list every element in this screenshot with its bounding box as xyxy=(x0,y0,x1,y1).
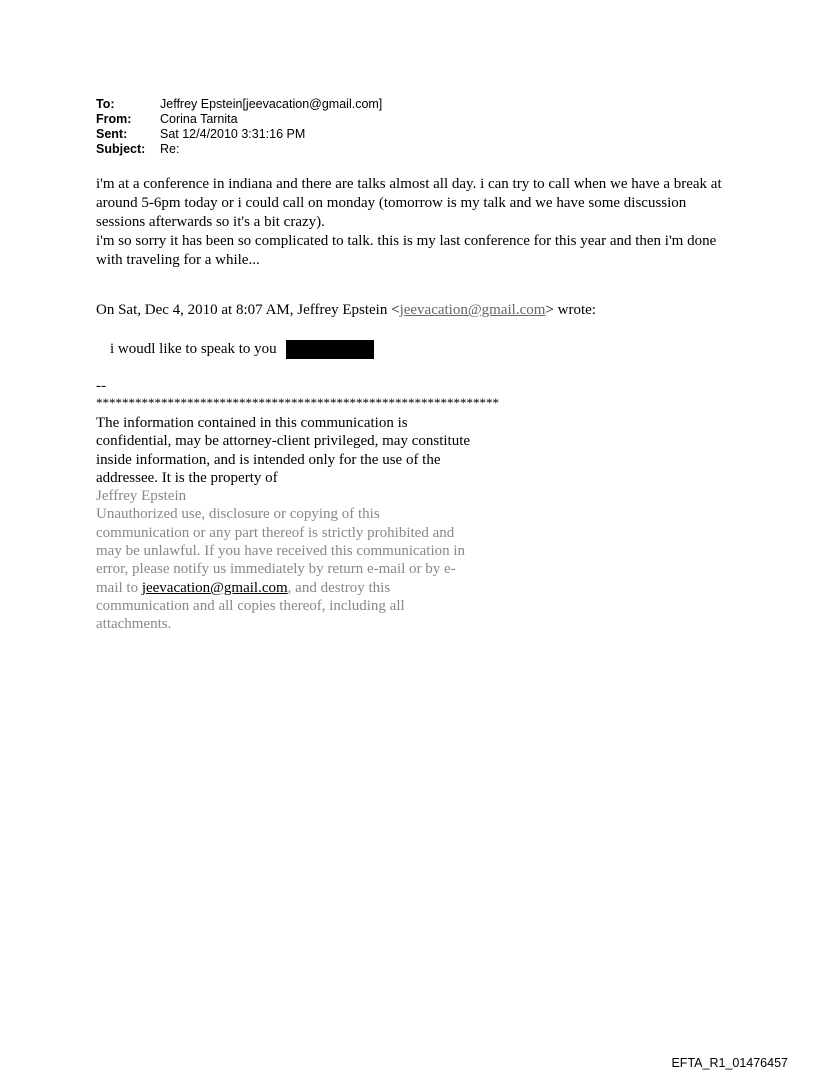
quote-intro-prefix: On Sat, Dec 4, 2010 at 8:07 AM, Jeffrey Epstein < xyxy=(96,302,400,318)
quoted-message xyxy=(110,340,374,359)
to-label: To: xyxy=(96,97,115,111)
disclaimer-email-link[interactable]: jeevacation@gmail.com xyxy=(141,579,288,596)
from-value: Corina Tarnita xyxy=(160,112,238,126)
quote-intro-suffix: > wrote: xyxy=(545,302,596,318)
body-paragraph-2: i'm so sorry it has been so complicated to talk. this is my last conference for this year and then i'm done with traveling for a while... xyxy=(96,233,717,268)
quoted-text: i woudl like to speak to you xyxy=(110,341,277,357)
disclaimer xyxy=(96,414,476,634)
sent-label: Sent: xyxy=(96,127,128,141)
to-value: Jeffrey Epstein[jeevacation@gmail.com] xyxy=(160,97,383,111)
email-body xyxy=(96,175,736,270)
subject-value: Re: xyxy=(160,142,180,156)
disclaimer-black-text: The information contained in this communication is confidential, may be attorney-client privileged, may constitute inside information, and is intended only for the use of the addressee. It is the property of xyxy=(96,415,471,486)
from-label: From: xyxy=(96,112,132,126)
quote-intro xyxy=(96,302,596,319)
to-row xyxy=(96,97,382,112)
signature-separator xyxy=(96,377,499,411)
disclaimer-gray-text-2: , and destroy this communication and all copies thereof, including all attachments. xyxy=(96,579,405,633)
signature-stars: ************************************************************** xyxy=(96,395,499,410)
disclaimer-gray-name: Jeffrey Epstein xyxy=(96,488,187,505)
email-header xyxy=(96,97,382,157)
body-paragraph-1: i'm at a conference in indiana and there are talks almost all day. i can try to call when we have a break at around 5-6pm today or i could call on monday (tomorrow is my talk and we have some discussion sessions afterwards so it's a bit crazy). xyxy=(96,176,722,230)
redaction-box xyxy=(286,340,374,359)
sent-value: Sat 12/4/2010 3:31:16 PM xyxy=(160,127,306,141)
quote-intro-email-link[interactable]: jeevacation@gmail.com xyxy=(399,302,546,318)
disclaimer-gray-text-1: Unauthorized use, disclosure or copying of this communication or any part thereof is strictly prohibited and may be unlawful. If you have received this communication in error, please notify us immediately by return e-mail or by e-mail to xyxy=(96,506,466,596)
subject-label: Subject: xyxy=(96,142,146,156)
subject-row xyxy=(96,142,382,157)
from-row xyxy=(96,112,382,127)
signature-dashes: -- xyxy=(96,378,106,394)
document-id: EFTA_R1_01476457 xyxy=(671,1056,788,1070)
sent-row xyxy=(96,127,382,142)
